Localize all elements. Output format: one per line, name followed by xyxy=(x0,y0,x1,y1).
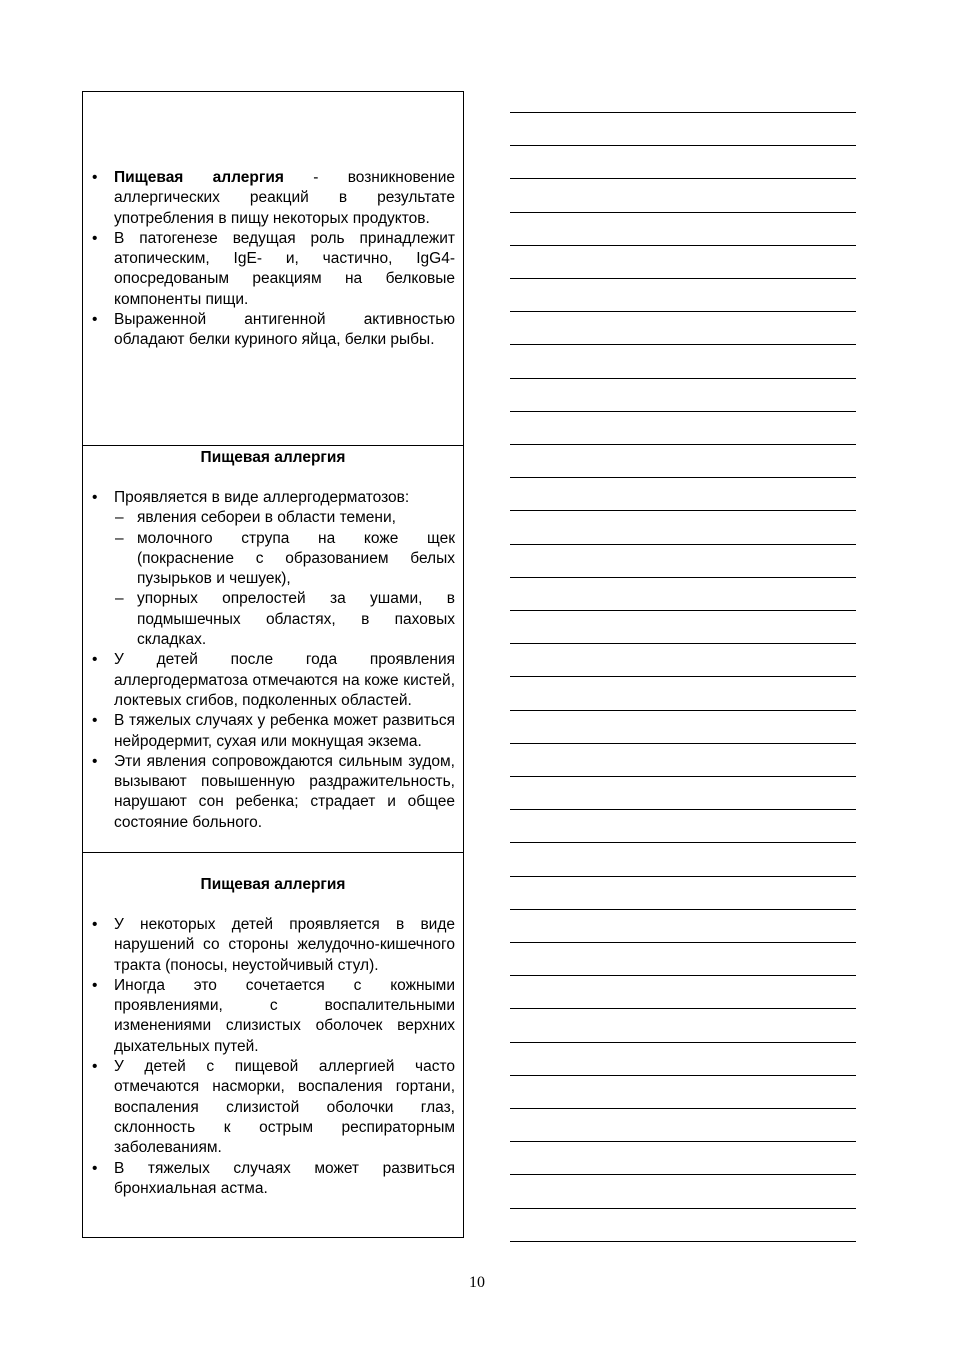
slide-1-point-2 xyxy=(114,229,455,310)
note-line xyxy=(510,1008,856,1009)
slide-3-point-3 xyxy=(114,1057,455,1158)
sub-item: – упорных опрелостей за ушами, в подмышечных областях, в паховых складках. xyxy=(137,589,455,650)
note-line xyxy=(510,344,856,345)
note-line xyxy=(510,975,856,976)
slide-3-title: Пищевая аллергия xyxy=(200,876,346,893)
slide-3-points xyxy=(83,915,463,1199)
slide-1-point-1 xyxy=(114,168,455,229)
note-line xyxy=(510,411,856,412)
note-line xyxy=(510,510,856,511)
note-line xyxy=(510,1208,856,1209)
note-line xyxy=(510,577,856,578)
point-text: У детей с пищевой аллергией часто отмечаются насморки, воспаления гортани, воспаления слизистой оболочки глаз, склонность к острым респираторным заболеваниям. xyxy=(114,1058,455,1157)
slide-3-point-2 xyxy=(114,976,455,1057)
point-text: У детей после года проявления аллергодерматоза отмечаются на коже кистей, локтевых сгибов, подколенных областей. xyxy=(114,651,455,709)
point-text: У некоторых детей проявляется в виде нарушений со стороны желудочно-кишечного тракта (поносы, неустойчивый стул). xyxy=(114,916,455,974)
slides-column xyxy=(82,91,464,1238)
note-line xyxy=(510,776,856,777)
note-line xyxy=(510,909,856,910)
note-line xyxy=(510,643,856,644)
slide-2-point-3 xyxy=(114,711,455,752)
point-text: В тяжелых случаях может развиться бронхиальная астма. xyxy=(114,1159,455,1197)
sub-list xyxy=(114,508,455,650)
slide-1-points xyxy=(83,168,463,351)
slide-2-points xyxy=(83,488,463,833)
notes-lines-area xyxy=(510,0,856,1350)
slide-2-point-1 xyxy=(114,488,455,650)
term-lead: Пищевая аллергия xyxy=(114,169,284,186)
note-line xyxy=(510,710,856,711)
note-line xyxy=(510,1241,856,1242)
note-line xyxy=(510,809,856,810)
slide-3-point-1 xyxy=(114,915,455,976)
slide-1 xyxy=(83,92,463,445)
note-line xyxy=(510,1141,856,1142)
note-line xyxy=(510,278,856,279)
note-line xyxy=(510,544,856,545)
note-line xyxy=(510,311,856,312)
note-line xyxy=(510,942,856,943)
note-line xyxy=(510,477,856,478)
slide-3-point-4 xyxy=(114,1159,455,1200)
note-line xyxy=(510,676,856,677)
point-text: Проявляется в виде аллергодерматозов: xyxy=(114,489,410,506)
note-line xyxy=(510,112,856,113)
sub-item: – молочного струпа на коже щек (покраснение с образованием белых пузырьков и чешуек), xyxy=(137,529,455,590)
note-line xyxy=(510,1108,856,1109)
note-line xyxy=(510,178,856,179)
slide-2-point-4 xyxy=(114,752,455,833)
point-text: Выраженной антигенной активностью обладают белки куриного яйца, белки рыбы. xyxy=(114,311,455,349)
note-line xyxy=(510,145,856,146)
note-line xyxy=(510,444,856,445)
note-line xyxy=(510,610,856,611)
note-line xyxy=(510,876,856,877)
slide-2-title: Пищевая аллергия xyxy=(200,449,346,466)
point-text: В патогенезе ведущая роль принадлежит атопическим, IgE- и, частично, IgG4-опосредованым реакциям на белковые компоненты пищи. xyxy=(114,229,455,308)
sub-item: – явления себореи в области темени, xyxy=(137,508,455,528)
slide-2 xyxy=(83,445,463,852)
note-line xyxy=(510,743,856,744)
point-text: - возникновение аллергических реакций в результате употребления в пищу некоторых продуктов. xyxy=(114,169,456,227)
note-line xyxy=(510,212,856,213)
note-line xyxy=(510,1042,856,1043)
page-number: 10 xyxy=(469,1274,485,1291)
note-line xyxy=(510,245,856,246)
note-line xyxy=(510,1174,856,1175)
point-text: В тяжелых случаях у ребенка может развиться нейродермит, сухая или мокнущая экзема. xyxy=(114,712,455,750)
point-text: Иногда это сочетается с кожными проявлениями, с воспалительными изменениями слизистых оболочек верхних дыхательных путей. xyxy=(114,976,455,1055)
slide-3 xyxy=(83,852,463,1237)
slide-1-point-3 xyxy=(114,310,455,351)
slide-2-point-2 xyxy=(114,650,455,711)
note-line xyxy=(510,1075,856,1076)
note-line xyxy=(510,842,856,843)
point-text: Эти явления сопровождаются сильным зудом, вызывают повышенную раздражительность, нарушают сон ребенка; страдает и общее состояние больного. xyxy=(114,752,455,831)
note-line xyxy=(510,378,856,379)
